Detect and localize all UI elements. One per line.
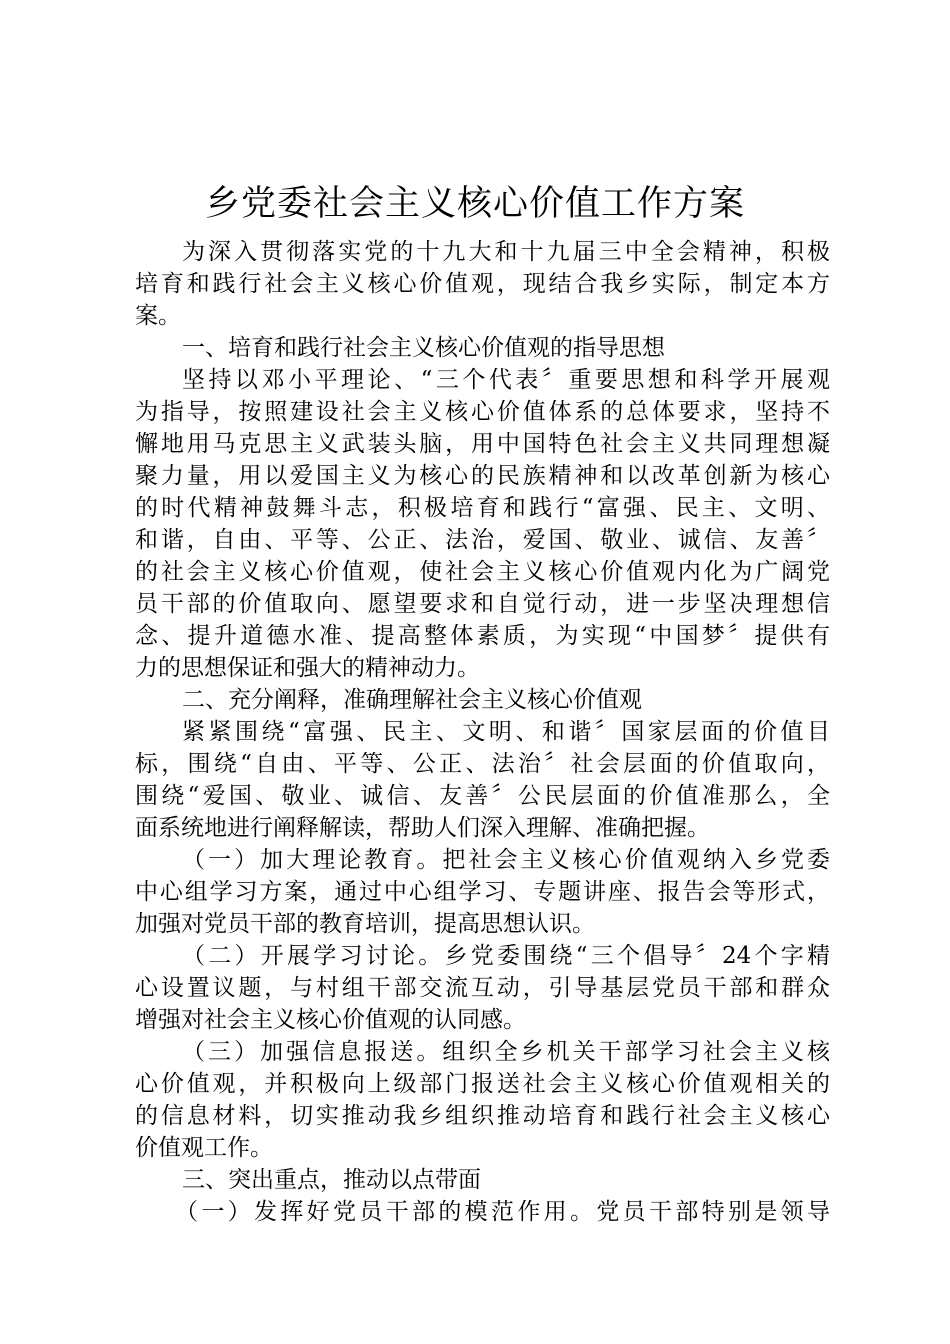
paragraph-line: 紧紧围绕“富强、民主、文明、和谐〞国家层面的价值目 (182, 719, 830, 745)
paragraph-line: （一）加大理论教育。把社会主义核心价值观纳入乡党委 (182, 847, 830, 873)
paragraph-line: 心设置议题，与村组干部交流互动，引导基层党员干部和群众 (135, 975, 830, 1001)
paragraph-line: （三）加强信息报送。组织全乡机关干部学习社会主义核 (182, 1039, 830, 1065)
paragraph-line: 标，围绕“自由、平等、公正、法治〞社会层面的价值取向， (135, 751, 830, 777)
paragraph-line: 价值观工作。 (135, 1135, 273, 1161)
paragraph-line: 为深入贯彻落实党的十九大和十九届三中全会精神，积极 (182, 239, 830, 265)
paragraph-line: 懈地用马克思主义武装头脑，用中国特色社会主义共同理想凝 (135, 431, 830, 457)
paragraph-line: 案。 (135, 303, 181, 329)
section-heading: 三、突出重点，推动以点带面 (182, 1167, 481, 1193)
paragraph-line: 的社会主义核心价值观，使社会主义核心价值观内化为广阔党 (135, 559, 830, 585)
paragraph-line: 加强对党员干部的教育培训，提高思想认识。 (135, 911, 595, 937)
document-title: 乡党委社会主义核心价值工作方案 (204, 184, 745, 224)
paragraph-line: 员干部的价值取向、愿望要求和自觉行动，进一步坚决理想信 (135, 591, 830, 617)
paragraph-line: 的时代精神鼓舞斗志，积极培育和践行“富强、民主、文明、 (135, 495, 830, 521)
paragraph-line: 力的思想保证和强大的精神动力。 (135, 655, 480, 681)
paragraph-line: （二）开展学习讨论。乡党委围绕“三个倡导〞24个字精 (182, 943, 830, 969)
paragraph-line: 中心组学习方案，通过中心组学习、专题讲座、报告会等形式， (135, 879, 830, 905)
paragraph-line: （一）发挥好党员干部的模范作用。党员干部特别是领导 (175, 1199, 830, 1225)
paragraph-line: 的信息材料，切实推动我乡组织推动培育和践行社会主义核心 (135, 1103, 830, 1129)
paragraph-line: 培育和践行社会主义核心价值观，现结合我乡实际，制定本方 (135, 271, 830, 297)
paragraph-line: 面系统地进行阐释解读，帮助人们深入理解、准确把握。 (135, 815, 710, 841)
paragraph-line: 增强对社会主义核心价值观的认同感。 (135, 1007, 526, 1033)
paragraph-line: 坚持以邓小平理论、“三个代表〞重要思想和科学开展观 (182, 367, 830, 393)
document-body (135, 236, 830, 1228)
section-heading: 二、充分阐释，准确理解社会主义核心价值观 (182, 687, 642, 713)
section-heading: 一、培育和践行社会主义核心价值观的指导思想 (182, 335, 665, 361)
paragraph-line: 和谐，自由、平等、公正、法治，爱国、敬业、诚信、友善〞 (135, 527, 830, 553)
paragraph-line: 围绕“爱国、敬业、诚信、友善〞公民层面的价值准那么，全 (135, 783, 830, 809)
paragraph-line: 心价值观，并积极向上级部门报送社会主义核心价值观相关的 (135, 1071, 830, 1097)
paragraph-line: 为指导，按照建设社会主义核心价值体系的总体要求，坚持不 (135, 399, 830, 425)
paragraph-line: 念、提升道德水准、提高整体素质，为实现“中国梦〞提供有 (135, 623, 830, 649)
paragraph-line: 聚力量，用以爱国主义为核心的民族精神和以改革创新为核心 (135, 463, 830, 489)
